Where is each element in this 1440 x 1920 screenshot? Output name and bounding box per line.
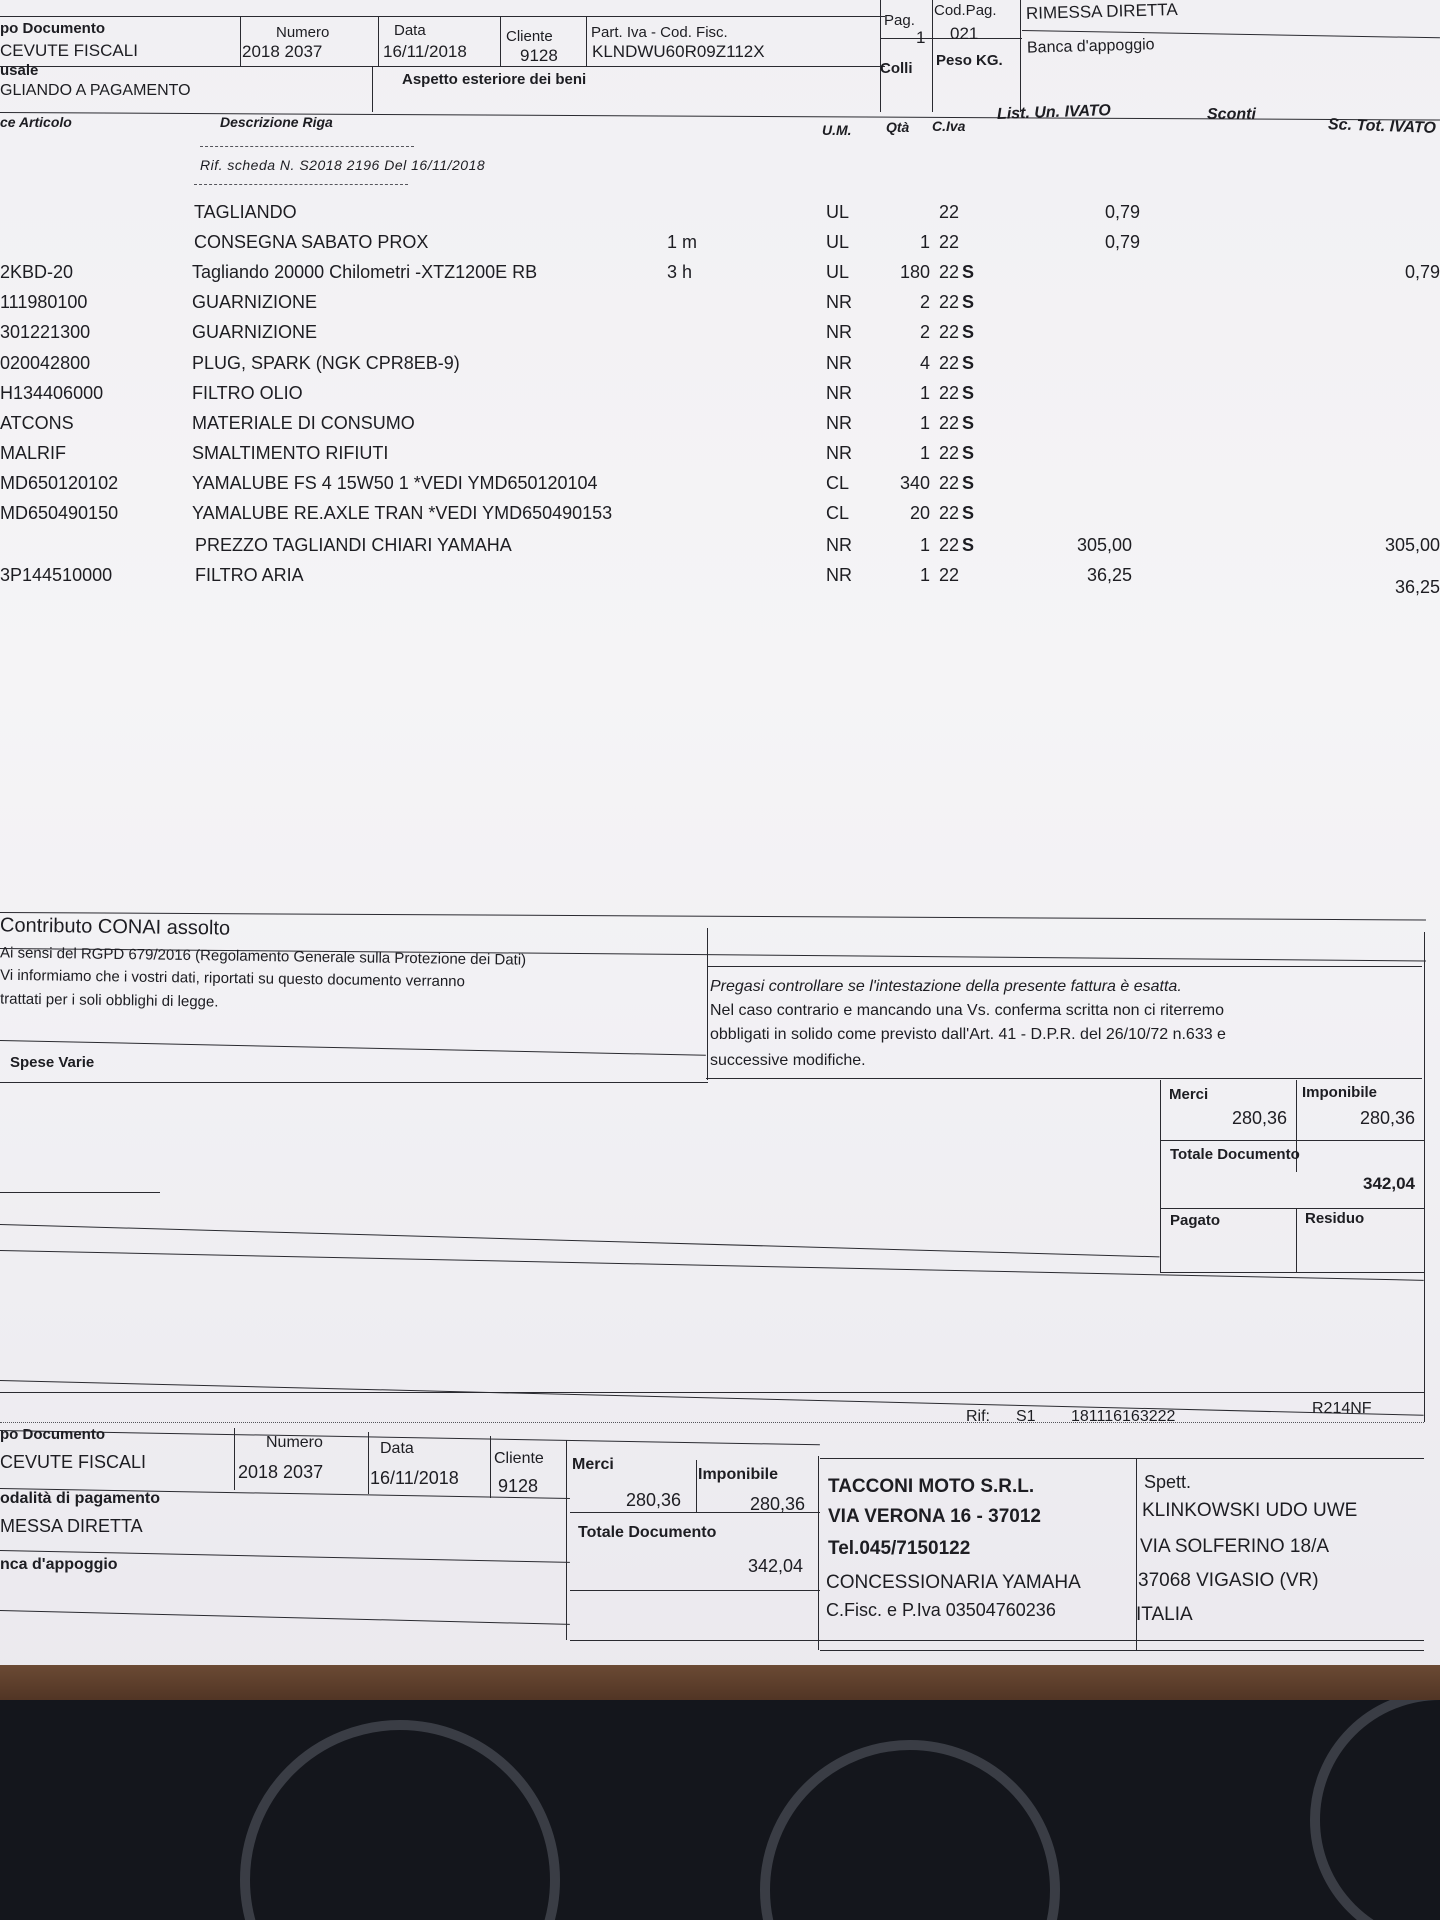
tipo-documento-label: po Documento: [0, 20, 105, 37]
stub-numero-label: Numero: [266, 1434, 323, 1451]
item-description: TAGLIANDO: [194, 202, 297, 222]
table-row: [0, 232, 1440, 258]
stub-cliente-value: 9128: [498, 1476, 539, 1496]
item-quantity: 180: [899, 262, 930, 283]
buyer-street: VIA SOLFERINO 18/A: [1140, 1536, 1330, 1557]
item-description: YAMALUBE RE.AXLE TRAN *VEDI YMD650490153: [192, 503, 613, 523]
totals-box-left: [1160, 1080, 1161, 1272]
item-iva: 22: [939, 262, 960, 283]
table-row: [0, 202, 1440, 228]
piva-label: Part. Iva - Cod. Fisc.: [591, 24, 728, 41]
footer-line: [0, 1380, 1424, 1416]
item-iva-flag: S: [962, 535, 975, 556]
col-header-totale: Sc. Tot. IVATO: [1327, 116, 1437, 137]
item-iva-flag: S: [962, 503, 975, 523]
seller-name: TACCONI MOTO S.R.L.: [828, 1476, 1035, 1497]
item-quantity: 1: [919, 442, 930, 463]
item-list-price: 36,25: [1086, 565, 1132, 586]
item-um: NR: [826, 442, 852, 463]
stub-divider: [818, 1456, 819, 1650]
item-quantity: 2: [919, 322, 930, 343]
item-um: NR: [826, 292, 852, 313]
item-code: 301221300: [0, 322, 91, 343]
item-quantity: 1: [919, 565, 930, 586]
header-divider: [880, 0, 881, 112]
buyer-city: 37068 VIGASIO (VR): [1138, 1570, 1319, 1591]
rif-number: 181116163222: [1071, 1408, 1176, 1425]
item-iva-flag: S: [962, 382, 975, 403]
table-row: [0, 413, 1440, 439]
header-right-line-2: [1022, 30, 1440, 38]
item-description: PLUG, SPARK (NGK CPR8EB-9): [192, 352, 460, 373]
item-iva: 22: [939, 412, 960, 433]
item-um: NR: [826, 352, 852, 373]
stub-bottom-line: [570, 1640, 1424, 1641]
stub-divider: [566, 1440, 567, 1640]
buyer-name: KLINKOWSKI UDO UWE: [1142, 1500, 1358, 1521]
notice-line-3: obbligati in solido come previsto dall'Art. 41 - D.P.R. del 26/10/72 n.633 e: [710, 1026, 1226, 1043]
item-um: NR: [826, 535, 852, 556]
privacy-line-2: Vi informiamo che i vostri dati, riportati su questo documento verranno: [0, 966, 466, 991]
item-iva: 22: [939, 292, 960, 313]
footer-line: [708, 966, 1422, 967]
stub-top-line-right: [820, 1458, 1424, 1459]
buyer-country: ITALIA: [1136, 1604, 1193, 1625]
item-code: 2KBD-20: [0, 262, 74, 283]
rif-code: R214NF: [1312, 1400, 1372, 1417]
col-header-sconti: Sconti: [1207, 106, 1256, 123]
stub-merci-value: 280,36: [626, 1490, 682, 1510]
item-description: MATERIALE DI CONSUMO: [192, 412, 415, 433]
cloth-logo-shape: [1310, 1700, 1440, 1920]
item-description: GUARNIZIONE: [192, 322, 318, 343]
col-header-listino: List. Un. IVATO: [996, 102, 1112, 123]
item-iva-flag: S: [962, 292, 975, 313]
table-row: [0, 473, 1440, 499]
header-mid-line: [0, 66, 885, 67]
item-code: MD650120102: [0, 472, 119, 493]
header-divider: [240, 16, 241, 66]
notice-line-1: Pregasi controllare se l'intestazione della presente fattura è esatta.: [710, 978, 1182, 995]
stub-totale-label: Totale Documento: [578, 1524, 717, 1541]
data-value: 16/11/2018: [383, 42, 467, 61]
item-iva: 22: [939, 442, 960, 463]
seller-vat: C.Fisc. e P.Iva 03504760236: [826, 1600, 1056, 1620]
item-iva: 22: [939, 535, 960, 556]
col-header-descrizione: Descrizione Riga: [220, 114, 333, 130]
item-um: NR: [826, 412, 852, 433]
item-quantity: 2: [919, 292, 930, 313]
item-quantity: 1: [919, 382, 930, 403]
item-quantity: 1: [919, 412, 930, 433]
footer-line: [0, 1224, 1160, 1257]
item-quantity: 340: [899, 472, 930, 493]
table-row: [0, 503, 1440, 529]
pagato-label: Pagato: [1170, 1212, 1221, 1229]
footer-line: [0, 1040, 706, 1056]
numero-label: Numero: [276, 24, 330, 41]
item-description: FILTRO ARIA: [195, 565, 304, 586]
item-total: 0,79: [1404, 262, 1440, 283]
stub-line: [570, 1590, 820, 1591]
table-row: [0, 292, 1440, 318]
rif-s: S1: [1016, 1408, 1036, 1425]
item-code: 020042800: [0, 352, 91, 373]
conai-text: Contributo CONAI assolto: [0, 914, 231, 940]
codpag-label: Cod.Pag.: [934, 2, 997, 19]
buyer-label: Spett.: [1144, 1472, 1192, 1492]
item-iva-flag: S: [962, 322, 975, 343]
footer-line: [0, 1392, 1424, 1393]
stub-tipo-doc-label: po Documento: [0, 1426, 105, 1443]
perforation-line: [0, 1422, 1424, 1423]
data-label: Data: [394, 22, 426, 39]
item-description: SMALTIMENTO RIFIUTI: [192, 442, 389, 463]
piva-value: KLNDWU60R09Z112X: [592, 42, 765, 61]
col-header-codice: ce Articolo: [0, 114, 72, 130]
table-row: [0, 383, 1440, 409]
item-description: PREZZO TAGLIANDI CHIARI YAMAHA: [195, 535, 512, 556]
rif-label: Rif:: [966, 1408, 990, 1425]
item-quantity: 4: [919, 352, 930, 373]
merci-value: 280,36: [1232, 1108, 1288, 1128]
stub-divider: [368, 1432, 369, 1494]
item-code: MD650490150: [0, 503, 119, 523]
totale-documento-label: Totale Documento: [1170, 1146, 1300, 1163]
stub-modalita-value: MESSA DIRETTA: [0, 1516, 143, 1536]
footer-divider: [707, 928, 708, 1080]
footer-right-edge: [1424, 932, 1425, 1422]
banca-label: Banca d'appoggio: [1026, 36, 1155, 57]
colli-label: Colli: [880, 60, 913, 77]
totale-documento-value: 342,04: [1363, 1174, 1415, 1193]
stub-line: [0, 1610, 570, 1625]
spese-varie-label: Spese Varie: [10, 1054, 95, 1071]
header-divider: [1020, 0, 1021, 112]
signature-line: [0, 1192, 160, 1193]
item-list-price: 305,00: [1076, 535, 1132, 556]
item-code: 3P144510000: [0, 565, 113, 586]
item-description: FILTRO OLIO: [192, 382, 303, 403]
header-divider: [372, 66, 373, 112]
notice-line-4: successive modifiche.: [710, 1052, 866, 1069]
stub-imponibile-label: Imponibile: [698, 1466, 778, 1483]
table-row: [0, 322, 1440, 348]
stub-merci-label: Merci: [572, 1456, 614, 1473]
totals-line: [1160, 1140, 1424, 1141]
item-quantity: 1: [919, 232, 930, 253]
table-row: [0, 262, 1440, 288]
rif-scheda: Rif. scheda N. S2018 2196 Del 16/11/2018: [200, 157, 486, 173]
item-quantity: 20: [909, 503, 930, 523]
col-header-qta: Qtà: [886, 119, 910, 135]
item-um: NR: [826, 565, 852, 586]
pag-value: 1: [916, 28, 926, 47]
stub-divider: [234, 1428, 235, 1490]
item-description: YAMALUBE FS 4 15W50 1 *VEDI YMD650120104: [192, 472, 598, 493]
item-um: NR: [826, 322, 852, 343]
peso-label: Peso KG.: [936, 52, 1003, 69]
seller-address: VIA VERONA 16 - 37012: [828, 1506, 1041, 1527]
item-um: NR: [826, 382, 852, 403]
header-divider: [586, 16, 587, 66]
item-um: UL: [826, 232, 850, 253]
dashed-separator: [194, 184, 408, 185]
stub-data-label: Data: [380, 1440, 414, 1457]
item-code: H134406000: [0, 382, 104, 403]
item-code: ATCONS: [0, 412, 74, 433]
stub-divider: [696, 1460, 697, 1512]
tipo-documento-value: CEVUTE FISCALI: [0, 41, 138, 60]
item-code: 111980100: [0, 292, 88, 313]
stub-numero-value: 2018 2037: [238, 1462, 324, 1482]
item-list-price: 0,79: [1104, 202, 1140, 222]
codpag-value: 021: [950, 24, 979, 43]
item-um: CL: [826, 503, 850, 523]
modalita-value: RIMESSA DIRETTA: [1025, 0, 1178, 23]
residuo-label: Residuo: [1305, 1210, 1365, 1227]
item-um: UL: [826, 262, 850, 283]
seller-tel: Tel.045/7150122: [828, 1538, 971, 1559]
item-total: 305,00: [1384, 535, 1440, 556]
item-quantity: 1: [919, 535, 930, 556]
stub-data-value: 16/11/2018: [370, 1468, 459, 1488]
stub-cliente-label: Cliente: [494, 1450, 544, 1467]
stub-imponibile-value: 280,36: [750, 1494, 806, 1514]
item-iva: 22: [939, 352, 960, 373]
cloth-logo-shape: [760, 1740, 1060, 1920]
dashed-separator: [200, 146, 414, 147]
seller-dealer: CONCESSIONARIA YAMAHA: [826, 1572, 1081, 1593]
stub-divider: [490, 1436, 491, 1498]
stub-totale-value: 342,04: [748, 1556, 804, 1576]
item-list-price: 0,79: [1104, 232, 1140, 253]
item-iva: 22: [939, 322, 960, 343]
item-iva-flag: S: [962, 412, 975, 433]
col-header-um: U.M.: [822, 122, 852, 138]
item-um: CL: [826, 472, 850, 493]
stub-bottom-line: [820, 1650, 1424, 1651]
item-iva-flag: S: [962, 262, 975, 283]
item-iva: 22: [939, 382, 960, 403]
header-divider: [500, 16, 501, 66]
item-iva: 22: [939, 202, 960, 222]
item-iva: 22: [939, 565, 960, 586]
item-um: UL: [826, 202, 850, 222]
item-total: 36,25: [1394, 577, 1440, 598]
cloth-logo-shape: [240, 1720, 560, 1920]
notice-line-2: Nel caso contrario e mancando una Vs. conferma scritta non ci riterremo: [710, 1002, 1225, 1019]
header-divider: [932, 0, 933, 112]
privacy-line-3: trattati per i soli obblighi di legge.: [0, 990, 219, 1011]
table-row: [0, 535, 1440, 561]
stub-tipo-doc-value: CEVUTE FISCALI: [0, 1452, 147, 1472]
item-description: Tagliando 20000 Chilometri -XTZ1200E RB: [192, 262, 538, 283]
table-row: [0, 353, 1440, 379]
background-cloth: [0, 1700, 1440, 1920]
stub-modalita-label: odalità di pagamento: [0, 1490, 161, 1507]
item-iva-flag: S: [962, 442, 975, 463]
header-top-line: [0, 16, 885, 17]
item-code: MALRIF: [0, 442, 67, 463]
item-duration: 3 h: [667, 262, 693, 283]
item-iva-flag: S: [962, 352, 975, 373]
footer-line: [706, 1078, 1422, 1079]
footer-line: [1160, 1272, 1424, 1273]
stub-banca-label: nca d'appoggio: [0, 1556, 118, 1573]
item-iva: 22: [939, 472, 960, 493]
item-description: GUARNIZIONE: [192, 292, 318, 313]
item-description: CONSEGNA SABATO PROX: [194, 232, 429, 253]
merci-label: Merci: [1169, 1086, 1209, 1103]
cliente-value: 9128: [520, 46, 558, 65]
totals-line: [1160, 1208, 1424, 1209]
item-iva-flag: S: [962, 472, 975, 493]
numero-value: 2018 2037: [242, 42, 323, 61]
imponibile-label: Imponibile: [1302, 1084, 1377, 1101]
item-iva: 22: [939, 232, 960, 253]
col-header-civa: C.Iva: [932, 118, 966, 134]
imponibile-value: 280,36: [1360, 1108, 1416, 1128]
table-row: [0, 443, 1440, 469]
privacy-line-1: Ai sensi del RGPD 679/2016 (Regolamento Generale sulla Protezione dei Dati): [0, 944, 527, 969]
cliente-label: Cliente: [506, 28, 553, 45]
item-duration: 1 m: [667, 232, 698, 253]
pag-label: Pag.: [884, 12, 915, 29]
table-row: [0, 565, 1440, 598]
footer-line: [0, 1250, 1424, 1281]
aspetto-label: Aspetto esteriore dei beni: [402, 71, 587, 88]
footer-line: [0, 1082, 708, 1083]
causale-label: usale: [0, 62, 39, 79]
totals-divider: [1296, 1208, 1297, 1272]
causale-value: GLIANDO A PAGAMENTO: [0, 82, 191, 99]
header-divider: [378, 16, 379, 66]
item-iva: 22: [939, 503, 960, 523]
